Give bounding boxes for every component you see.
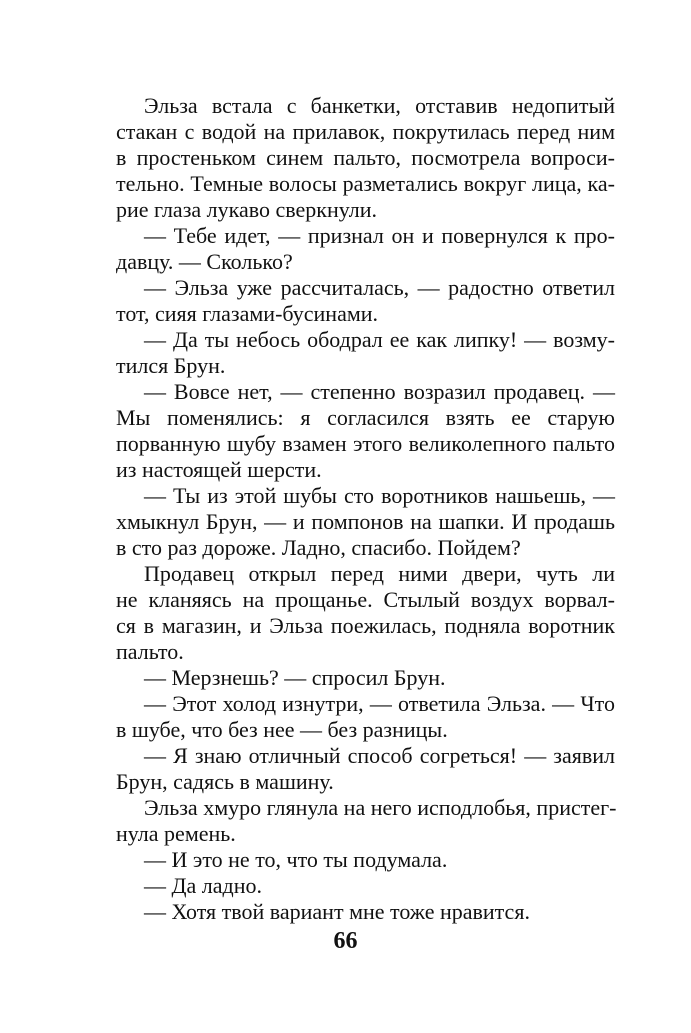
text-line: в простеньком синем пальто, посмотрела вопроси-	[116, 145, 615, 170]
text-line: Эльза встала с банкетки, отставив недопитый	[144, 93, 615, 118]
text-line: не кланяясь на прощанье. Стылый воздух ворвал-	[116, 587, 615, 612]
text-line: тился Брун.	[116, 353, 226, 378]
text-line: порванную шубу взамен этого великолепного пальто	[116, 431, 615, 456]
text-line: пальто.	[116, 639, 184, 664]
text-line: тельно. Темные волосы разметались вокруг лица, ка-	[116, 171, 615, 196]
text-line: нула ремень.	[116, 821, 236, 846]
text-line: давцу. — Сколько?	[116, 249, 293, 274]
text-line: Брун, садясь в машину.	[116, 769, 334, 794]
text-line: из настоящей шерсти.	[116, 457, 322, 482]
text-line: стакан с водой на прилавок, покрутилась перед ним	[116, 119, 615, 144]
text-line: рие глаза лукаво сверкнули.	[116, 197, 378, 222]
body-text	[116, 93, 615, 925]
text-line: Мы поменялись: я согласился взять ее старую	[116, 405, 615, 430]
text-line: — Мерзнешь? — спросил Брун.	[144, 665, 446, 690]
text-line: — Хотя твой вариант мне тоже нравится.	[144, 899, 530, 924]
text-line: — Вовсе нет, — степенно возразил продавец. —	[144, 379, 615, 404]
text-line: — Да ладно.	[144, 873, 262, 898]
text-line: — Я знаю отличный способ согреться! — заявил	[144, 743, 615, 768]
text-line: — Этот холод изнутри, — ответила Эльза. — Что	[144, 691, 615, 716]
text-line: ся в магазин, и Эльза поежилась, подняла воротник	[116, 613, 615, 638]
text-line: хмыкнул Брун, — и помпонов на шапки. И продашь	[116, 509, 615, 534]
text-line: — Да ты небось ободрал ее как липку! — возму-	[144, 327, 615, 352]
text-line: Продавец открыл перед ними двери, чуть ли	[144, 561, 615, 586]
text-line: — Ты из этой шубы сто воротников нашьешь, —	[144, 483, 615, 508]
text-line: в шубе, что без нее — без разницы.	[116, 717, 448, 742]
page-number: 66	[333, 928, 358, 954]
text-line: — И это не то, что ты подумала.	[144, 847, 448, 872]
text-line: Эльза хмуро глянула на него исподлобья, пристег-	[144, 795, 617, 820]
text-line: — Эльза уже рассчиталась, — радостно ответил	[144, 275, 615, 300]
text-line: тот, сияя глазами-бусинами.	[116, 301, 379, 326]
text-line: в сто раз дороже. Ладно, спасибо. Пойдем?	[116, 535, 521, 560]
text-line: — Тебе идет, — признал он и повернулся к про-	[144, 223, 615, 248]
